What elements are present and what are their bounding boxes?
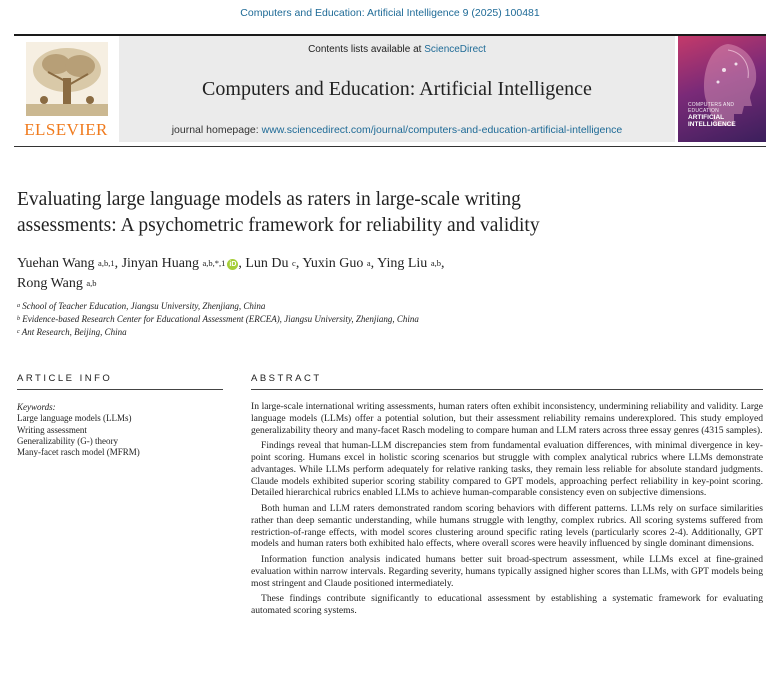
elsevier-tree-icon [26,42,108,116]
keywords-label: Keywords: [17,402,56,412]
article-info-rule [17,389,223,390]
contents-line [119,44,675,55]
journal-masthead [14,36,766,142]
abstract-paragraph: Both human and LLM raters demonstrated random scoring behaviors with different patterns. LLMs rely on surface similarities rather than deep semantic understanding, while humans struggle with lengthy, complex rubrics. All scoring systems suffered from restriction-of-range effects, with model scores clustering around specific rating levels (particularly scores 2-4). Additionally, GPT models and human raters both exhibited halo effects, where overall scores were heavily influenced by single dominant dimensions. [251,503,763,550]
keyword-item: Writing assessment [17,424,87,435]
author[interactable]: Yuxin Guo $^a$ [302,256,371,271]
citation-line[interactable]: Computers and Education: Artificial Intelligence 9 (2025) 100481 [240,7,540,19]
journal-cover[interactable] [678,36,766,142]
affiliation-item: $^a$ School of Teacher Education, Jiangsu University, Zhenjiang, China [17,301,266,311]
abstract-heading: ABSTRACT [251,373,322,384]
title-line-2: assessments: A psychometric framework for reliability and validity [17,215,540,236]
homepage-link[interactable]: www.sciencedirect.com/journal/computers-and-education-artificial-intelligence [261,124,623,136]
keyword-item: Large language models (LLMs) [17,413,132,424]
author[interactable]: Lun Du $^c$ [245,256,296,271]
elsevier-logo[interactable] [14,36,118,142]
abstract-paragraph: Findings reveal that human-LLM discrepancies stem from fundamental evaluation differences, with minimal divergence in key-point scoring. Humans excel in holistic scoring scenarios but struggle with complex analytical rubrics where LLMs demonstrate advantages. While LLMs perform adequately for relative ranking tasks, they remain less reliable for absolute standard judgments. Claude models exhibited superior scoring stability compared to GPT models, approaching perfect reliability in key-point scoring. Detailed hierarchical rubrics enabled LLMs to achieve human-comparable consistency even on subjective dimensions. [251,440,763,499]
orcid-icon[interactable]: iD [229,261,237,268]
title-line-1: Evaluating large language models as raters in large-scale writing [17,189,521,210]
journal-title: Computers and Education: Artificial Intelligence [202,78,592,100]
cover-subtitle: COMPUTERS AND EDUCATION [688,102,735,114]
cover-title: ARTIFICIAL INTELLIGENCE [688,114,736,128]
abstract-paragraph: These findings contribute significantly to educational assessment by establishing a systematic framework for evaluating automated scoring systems. [251,593,763,616]
author[interactable]: Jinyan Huang $^{a,b,*,1}$ [121,256,226,271]
article-title [17,187,757,239]
abstract-paragraph: Information function analysis indicated humans better suit broad-spectrum assessment, while LLMs excel at fine-grained evaluation within narrow intervals. Regarding severity, humans typically assigned higher scores than LLMs, with GPT models being most stringent and Claude positioned intermediately. [251,554,763,589]
sciencedirect-link[interactable]: ScienceDirect [424,44,486,55]
masthead-center [119,36,675,142]
author[interactable]: Yuehan Wang $^{a,b,1}$ [17,256,115,271]
masthead-rule [14,146,766,147]
publisher-name: ELSEVIER [24,120,108,139]
affiliations [17,300,757,339]
contents-prefix: Contents lists available at [308,44,425,55]
keywords-block [17,402,223,458]
keyword-item: Generalizability (G-) theory [17,435,118,446]
author[interactable]: Ying Liu $^{a,b}$ [377,256,441,271]
author-list: Yuehan Wang $^{a,b,1}$, Jinyan Huang $^{a,b,*,1}$ iD , Lun Du $^c$, Yuxin Guo $^a$, Ying Liu $^{a,b}$, Rong Wang $^{a,b}$ [17,256,445,291]
author[interactable]: Rong Wang $^{a,b}$ [17,276,97,291]
abstract-body [251,401,763,621]
article-info-heading: ARTICLE INFO [17,373,113,384]
homepage-line [119,124,675,136]
abstract-rule [251,389,763,390]
affiliation-item: $^c$ Ant Research, Beijing, China [17,327,127,337]
keyword-item: Many-facet rasch model (MFRM) [17,447,140,458]
homepage-prefix: journal homepage: [171,124,262,136]
affiliation-item: $^b$ Evidence-based Research Center for Educational Assessment (ERCEA), Jiangsu University, Zhenjiang, China [17,314,419,324]
abstract-paragraph: In large-scale international writing assessments, human raters often exhibit inconsistency, undermining reliability and validity. Large language models (LLMs) offer a potential solution, but their assessment reliability remains underexplored. This study employed generalizability theory and many-facet Rasch modeling to compare human and LLM raters across three essay genres (4315 samples). [251,401,763,436]
